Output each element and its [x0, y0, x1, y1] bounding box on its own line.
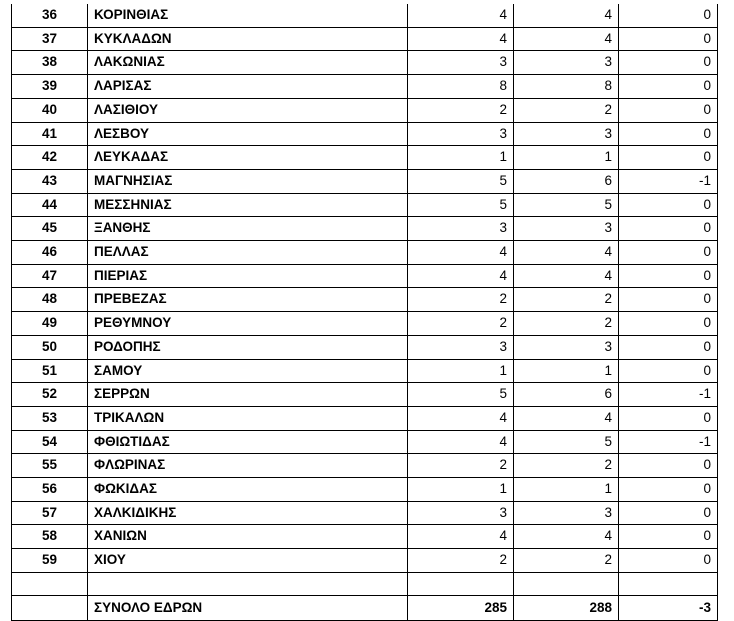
seats-b: 4 — [514, 525, 619, 549]
seats-b: 4 — [514, 406, 619, 430]
region-name: ΞΑΝΘΗΣ — [88, 217, 408, 241]
seats-a: 1 — [408, 478, 514, 502]
seats-difference: 0 — [619, 241, 718, 265]
table-row — [12, 501, 718, 525]
table-row — [12, 406, 718, 430]
region-number: 59 — [12, 549, 88, 573]
table-row — [12, 27, 718, 51]
region-name: ΠΕΛΛΑΣ — [88, 241, 408, 265]
region-name: ΚΟΡΙΝΘΙΑΣ — [88, 4, 408, 27]
total-num-cell — [12, 595, 88, 620]
table-row — [12, 193, 718, 217]
seats-b: 3 — [514, 501, 619, 525]
table-row — [12, 217, 718, 241]
seats-b: 4 — [514, 27, 619, 51]
seats-difference: -1 — [619, 169, 718, 193]
seats-a: 8 — [408, 75, 514, 99]
seats-b: 3 — [514, 122, 619, 146]
region-number: 38 — [12, 51, 88, 75]
region-name: ΜΕΣΣΗΝΙΑΣ — [88, 193, 408, 217]
seats-a: 1 — [408, 359, 514, 383]
seats-b: 8 — [514, 75, 619, 99]
region-name: ΣΑΜΟΥ — [88, 359, 408, 383]
table-row — [12, 4, 718, 27]
seats-b: 3 — [514, 217, 619, 241]
seats-difference: 0 — [619, 27, 718, 51]
seats-table — [11, 4, 718, 621]
seats-b: 5 — [514, 430, 619, 454]
seats-difference: 0 — [619, 312, 718, 336]
table-row — [12, 312, 718, 336]
seats-a: 4 — [408, 4, 514, 27]
table-row — [12, 430, 718, 454]
region-number: 41 — [12, 122, 88, 146]
seats-a: 4 — [408, 430, 514, 454]
seats-difference: 0 — [619, 288, 718, 312]
region-number: 57 — [12, 501, 88, 525]
seats-a: 3 — [408, 217, 514, 241]
region-name: ΦΩΚΙΔΑΣ — [88, 478, 408, 502]
total-seats-b: 288 — [514, 595, 619, 620]
seats-b: 4 — [514, 4, 619, 27]
region-number: 42 — [12, 146, 88, 170]
seats-b: 4 — [514, 241, 619, 265]
region-name: ΦΛΩΡΙΝΑΣ — [88, 454, 408, 478]
seats-b: 1 — [514, 359, 619, 383]
table-row — [12, 122, 718, 146]
region-number: 37 — [12, 27, 88, 51]
total-seats-a: 285 — [408, 595, 514, 620]
seats-difference: 0 — [619, 4, 718, 27]
region-number: 51 — [12, 359, 88, 383]
region-number: 54 — [12, 430, 88, 454]
table-row — [12, 549, 718, 573]
seats-a: 5 — [408, 193, 514, 217]
seats-b: 5 — [514, 193, 619, 217]
region-number: 46 — [12, 241, 88, 265]
region-number: 58 — [12, 525, 88, 549]
table-row — [12, 264, 718, 288]
region-name: ΛΕΣΒΟΥ — [88, 122, 408, 146]
seats-difference: 0 — [619, 122, 718, 146]
region-name: ΚΥΚΛΑΔΩΝ — [88, 27, 408, 51]
seats-a: 2 — [408, 312, 514, 336]
table-row — [12, 146, 718, 170]
total-label: ΣΥΝΟΛΟ ΕΔΡΩΝ — [88, 595, 408, 620]
seats-a: 3 — [408, 122, 514, 146]
region-name: ΠΙΕΡΙΑΣ — [88, 264, 408, 288]
seats-b: 4 — [514, 264, 619, 288]
seats-a: 2 — [408, 98, 514, 122]
seats-a: 2 — [408, 549, 514, 573]
region-number: 44 — [12, 193, 88, 217]
seats-b: 1 — [514, 146, 619, 170]
seats-difference: -1 — [619, 430, 718, 454]
table-row — [12, 98, 718, 122]
seats-a: 2 — [408, 288, 514, 312]
region-number: 43 — [12, 169, 88, 193]
region-name: ΧΑΛΚΙΔΙΚΗΣ — [88, 501, 408, 525]
seats-a: 1 — [408, 146, 514, 170]
region-number: 47 — [12, 264, 88, 288]
seats-difference: 0 — [619, 264, 718, 288]
total-row — [12, 595, 718, 620]
region-number: 48 — [12, 288, 88, 312]
seats-difference: 0 — [619, 406, 718, 430]
seats-b: 2 — [514, 288, 619, 312]
seats-difference: 0 — [619, 478, 718, 502]
seats-a: 2 — [408, 454, 514, 478]
seats-b: 3 — [514, 51, 619, 75]
blank-row — [12, 572, 718, 595]
table-row — [12, 241, 718, 265]
table-row — [12, 478, 718, 502]
seats-b: 3 — [514, 335, 619, 359]
region-name: ΛΑΣΙΘΙΟΥ — [88, 98, 408, 122]
seats-b: 2 — [514, 549, 619, 573]
table-row — [12, 169, 718, 193]
region-name: ΠΡΕΒΕΖΑΣ — [88, 288, 408, 312]
region-number: 49 — [12, 312, 88, 336]
seats-difference: -1 — [619, 383, 718, 407]
seats-difference: 0 — [619, 146, 718, 170]
seats-a: 3 — [408, 501, 514, 525]
region-number: 53 — [12, 406, 88, 430]
region-name: ΤΡΙΚΑΛΩΝ — [88, 406, 408, 430]
region-number: 55 — [12, 454, 88, 478]
seats-a: 5 — [408, 383, 514, 407]
seats-a: 4 — [408, 525, 514, 549]
seats-b: 1 — [514, 478, 619, 502]
region-name: ΣΕΡΡΩΝ — [88, 383, 408, 407]
region-name: ΡΕΘΥΜΝΟΥ — [88, 312, 408, 336]
seats-a: 4 — [408, 241, 514, 265]
seats-difference: 0 — [619, 549, 718, 573]
region-number: 45 — [12, 217, 88, 241]
table-row — [12, 288, 718, 312]
region-number: 40 — [12, 98, 88, 122]
table-row — [12, 454, 718, 478]
table-row — [12, 359, 718, 383]
region-number: 50 — [12, 335, 88, 359]
seats-b: 6 — [514, 169, 619, 193]
seats-difference: 0 — [619, 75, 718, 99]
seats-difference: 0 — [619, 217, 718, 241]
seats-difference: 0 — [619, 193, 718, 217]
region-number: 52 — [12, 383, 88, 407]
region-number: 39 — [12, 75, 88, 99]
region-name: ΡΟΔΟΠΗΣ — [88, 335, 408, 359]
seats-a: 4 — [408, 406, 514, 430]
table-row — [12, 75, 718, 99]
region-number: 56 — [12, 478, 88, 502]
total-difference: -3 — [619, 595, 718, 620]
seats-a: 3 — [408, 51, 514, 75]
seats-difference: 0 — [619, 501, 718, 525]
region-number: 36 — [12, 4, 88, 27]
seats-difference: 0 — [619, 335, 718, 359]
seats-difference: 0 — [619, 98, 718, 122]
region-name: ΧΙΟΥ — [88, 549, 408, 573]
table-row — [12, 51, 718, 75]
region-name: ΧΑΝΙΩΝ — [88, 525, 408, 549]
seats-b: 2 — [514, 98, 619, 122]
table-body — [12, 4, 718, 620]
table-row — [12, 525, 718, 549]
region-name: ΛΕΥΚΑΔΑΣ — [88, 146, 408, 170]
region-name: ΛΑΡΙΣΑΣ — [88, 75, 408, 99]
seats-b: 2 — [514, 312, 619, 336]
table-row — [12, 335, 718, 359]
region-name: ΛΑΚΩΝΙΑΣ — [88, 51, 408, 75]
table-row — [12, 383, 718, 407]
seats-difference: 0 — [619, 454, 718, 478]
seats-b: 6 — [514, 383, 619, 407]
seats-b: 2 — [514, 454, 619, 478]
seats-difference: 0 — [619, 51, 718, 75]
region-name: ΦΘΙΩΤΙΔΑΣ — [88, 430, 408, 454]
seats-a: 5 — [408, 169, 514, 193]
seats-a: 3 — [408, 335, 514, 359]
seats-a: 4 — [408, 27, 514, 51]
region-name: ΜΑΓΝΗΣΙΑΣ — [88, 169, 408, 193]
seats-difference: 0 — [619, 525, 718, 549]
seats-a: 4 — [408, 264, 514, 288]
seats-difference: 0 — [619, 359, 718, 383]
